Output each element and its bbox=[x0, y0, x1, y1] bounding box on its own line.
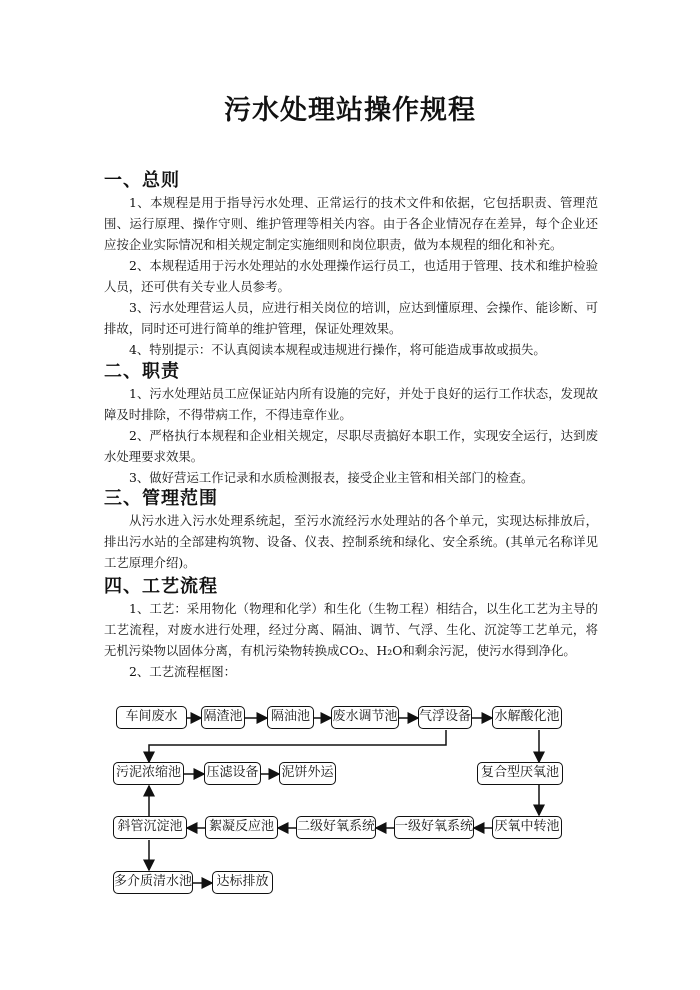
paragraph: 1、本规程是用于指导污水处理、正常运行的技术文件和依据，它包括职责、管理范围、运行原理、操作守则、维护管理等相关内容。由于各企业情况存在差异，每个企业还应按企业实际情况和相关规定制定实施细则和岗位职责，做为本规程的细化和补充。 bbox=[104, 195, 598, 252]
section-heading-duties: 二、职责 bbox=[104, 361, 180, 382]
flow-node-compliant-discharge: 达标排放 bbox=[212, 871, 273, 894]
section-heading-general: 一、总则 bbox=[104, 170, 180, 191]
flow-node-sludge-cake-disposal: 泥饼外运 bbox=[279, 762, 336, 785]
paragraph: 3、污水处理营运人员，应进行相关岗位的培训，应达到懂原理、会操作、能诊断、可排故，同时还可进行简单的维护管理，保证处理效果。 bbox=[104, 300, 598, 336]
paragraph: 1、污水处理站员工应保证站内所有设施的完好，并处于良好的运行工作状态，发现故障及时排除，不得带病工作，不得违章作业。 bbox=[104, 386, 598, 422]
flow-node-flotation-unit: 气浮设备 bbox=[418, 706, 472, 729]
flow-node-flocculation-tank: 絮凝反应池 bbox=[205, 816, 278, 839]
flow-node-filter-press: 压滤设备 bbox=[204, 762, 261, 785]
section-heading-scope: 三、管理范围 bbox=[104, 488, 218, 509]
flow-node-anaerobic-transfer-tank: 厌氧中转池 bbox=[492, 816, 562, 839]
flow-node-composite-anaerobic-tank: 复合型厌氧池 bbox=[477, 762, 563, 785]
flow-node-secondary-aerobic-system: 二级好氧系统 bbox=[296, 816, 376, 839]
flow-node-oil-separator: 隔油池 bbox=[267, 706, 314, 729]
paragraph: 2、工艺流程框图： bbox=[129, 664, 237, 679]
document-title: 污水处理站操作规程 bbox=[224, 95, 476, 126]
paragraph: 4、特别提示：不认真阅读本规程或违规进行操作，将可能造成事故或损失。 bbox=[129, 342, 546, 357]
paragraph: 1、工艺：采用物化（物理和化学）和生化（生物工程）相结合，以生化工艺为主导的工艺流程，对废水进行处理，经过分离、隔油、调节、气浮、生化、沉淀等工艺单元，将无机污染物以固体分离，有机污染物转换成CO₂、H₂O和剩余污泥，使污水得到净化。 bbox=[104, 601, 598, 658]
paragraph: 2、本规程适用于污水处理站的水处理操作运行员工，也适用于管理、技术和维护检验人员，还可供有关专业人员参考。 bbox=[104, 258, 598, 294]
paragraph: 3、做好营运工作记录和水质检测报表，接受企业主管和相关部门的检查。 bbox=[129, 470, 534, 485]
paragraph: 从污水进入污水处理系统起，至污水流经污水处理站的各个单元，实现达标排放后，排出污水站的全部建构筑物、设备、仪表、控制系统和绿化、安全系统。(其单元名称详见工艺原理介绍)。 bbox=[104, 513, 598, 570]
flow-node-screening-tank: 隔渣池 bbox=[201, 706, 245, 729]
flow-node-workshop-wastewater: 车间废水 bbox=[116, 706, 187, 729]
flow-node-hydrolysis-tank: 水解酸化池 bbox=[492, 706, 562, 729]
flow-node-multimedia-clear-water-tank: 多介质清水池 bbox=[113, 871, 193, 894]
section-heading-process: 四、工艺流程 bbox=[104, 576, 218, 597]
flow-node-inclined-settler: 斜管沉淀池 bbox=[113, 816, 187, 839]
flow-node-equalization-tank: 废水调节池 bbox=[331, 706, 399, 729]
flow-node-sludge-thickener: 污泥浓缩池 bbox=[113, 762, 184, 785]
paragraph: 2、严格执行本规程和企业相关规定，尽职尽责搞好本职工作，实现安全运行，达到废水处理要求效果。 bbox=[104, 428, 598, 464]
flow-node-primary-aerobic-system: 一级好氧系统 bbox=[394, 816, 474, 839]
